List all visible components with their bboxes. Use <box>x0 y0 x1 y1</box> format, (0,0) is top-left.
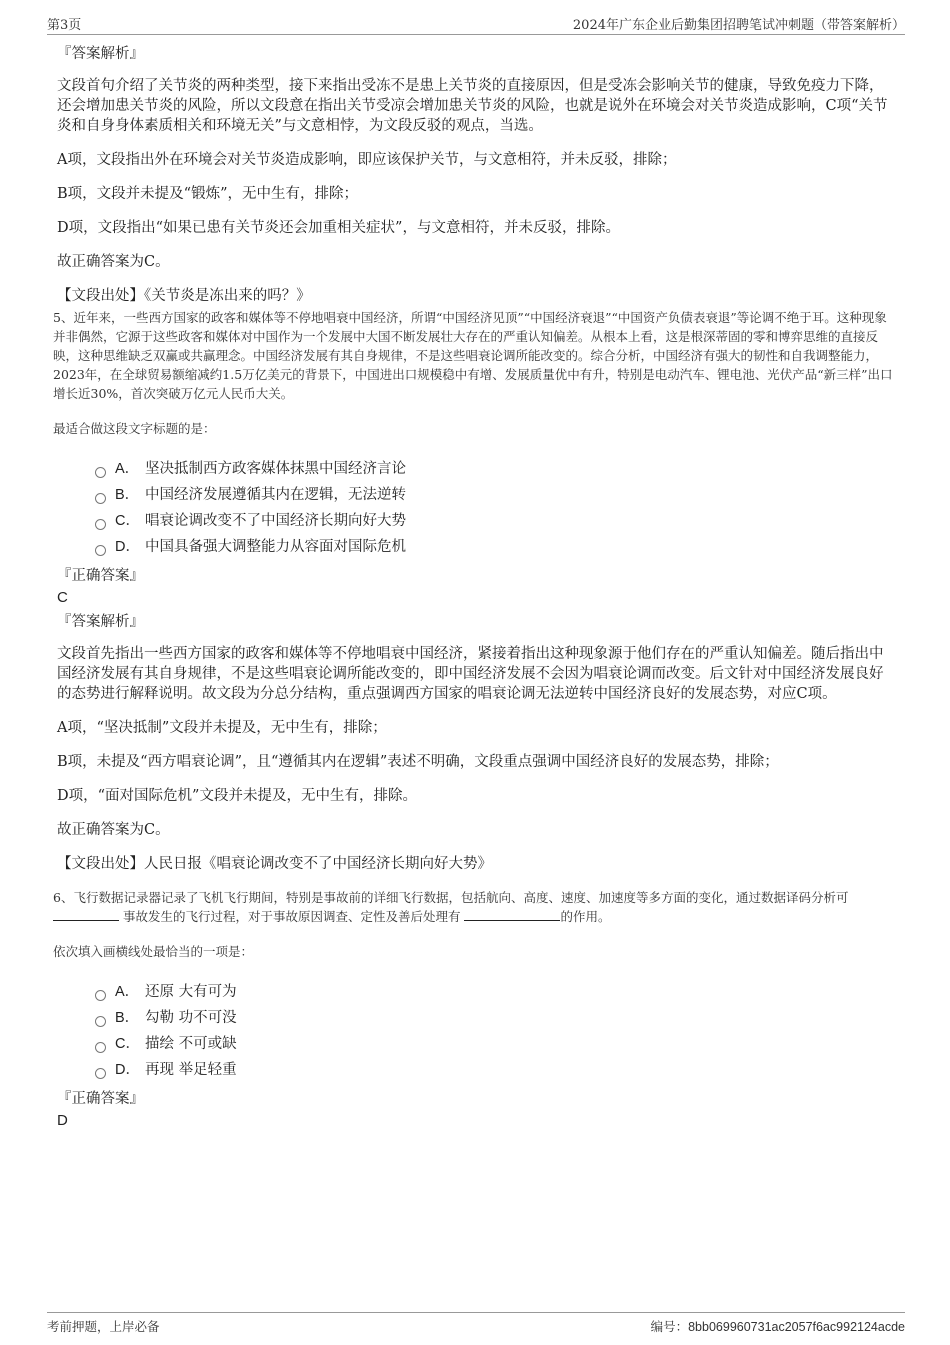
option-text: 中国经济发展遵循其内在逻辑，无法逆转 <box>145 487 406 503</box>
option-text: 再现 举足轻重 <box>145 1062 237 1078</box>
question-6-stem <box>53 888 897 926</box>
text-source: 【文段出处】人民日报《唱衰论调改变不了中国经济长期向好大势》 <box>57 856 492 872</box>
option-letter: D． <box>115 1062 140 1078</box>
correct-answer: C <box>57 589 68 606</box>
option-text: 中国具备强大调整能力从容面对国际危机 <box>145 539 406 555</box>
option-b[interactable] <box>95 482 897 508</box>
analysis-text: 文段首先指出一些西方国家的政客和媒体等不停地唱衰中国经济，紧接着指出这种现象源于他们存在的严重认知偏差。随后指出中国经济发展有其自身规律，不是这些唱衰论调所能改变的，即中国经济发展不会因为唱衰论调而改变。后文针对中国经济发展良好的态势进行解释说明。故文段为分总分结构，重点强调西方国家的唱衰论调无法逆转中国经济良好的发展态势，对应C项。 <box>57 646 884 702</box>
fill-blank-1 <box>53 908 119 921</box>
option-letter: B． <box>115 1010 140 1026</box>
radio-icon[interactable] <box>95 519 106 530</box>
analysis-conclusion: 故正确答案为C。 <box>57 254 170 270</box>
option-text: 还原 大有可为 <box>145 984 237 1000</box>
fill-blank-2 <box>464 908 560 921</box>
analysis-heading: 『答案解析』 <box>57 614 144 630</box>
stem-text: 的作用。 <box>560 909 611 924</box>
radio-icon[interactable] <box>95 493 106 504</box>
option-text: 坚决抵制西方政客媒体抹黑中国经济言论 <box>145 461 406 477</box>
analysis-option-d: D项，“面对国际危机”文段并未提及，无中生有，排除。 <box>57 788 417 804</box>
analysis-option-a: A项，“坚决抵制”文段并未提及，无中生有，排除； <box>57 720 387 736</box>
question-6-prompt: 依次填入画横线处最恰当的一项是： <box>53 944 254 959</box>
document-code: 编号：8bb069960731ac2057f6ac992124acde <box>650 1320 905 1334</box>
question-6-options <box>95 979 897 1083</box>
analysis-option-b: B项，未提及“西方唱衰论调”，且“遵循其内在逻辑”表述不明确，文段重点强调中国经济良好的发展态势，排除； <box>57 754 779 770</box>
option-letter: C． <box>115 1036 140 1052</box>
option-letter: C． <box>115 513 140 529</box>
radio-icon[interactable] <box>95 1016 106 1027</box>
question-5-stem: 5、近年来，一些西方国家的政客和媒体等不停地唱衰中国经济，所谓“中国经济见顶”“中国经济衰退”“中国资产负债表衰退”等论调不绝于耳。这种现象并非偶然，它源于这些政客和媒体对中国作为一个发展中大国不断发展壮大存在的严重认知偏差。从根本上看，这是根深蒂固的零和博弈思维的直接反映，这种思维缺乏双赢或共赢理念。中国经济发展有其自身规律，不是这些唱衰论调所能改变的。综合分析，中国经济有强大的韧性和自我调整能力，2023年，在全球贸易额缩减约1.5万亿美元的背景下，中国进出口规模稳中有增、发展质量优中有升，特别是电动汽车、锂电池、光伏产品“新三样”出口增长近30%，首次突破万亿元人民币大关。 <box>53 310 893 401</box>
page-footer <box>47 1312 905 1338</box>
document-title: 2024年广东企业后勤集团招聘笔试冲刺题（带答案解析） <box>572 18 905 33</box>
analysis-option-a: A项，文段指出外在环境会对关节炎造成影响，即应该保护关节，与文意相符，并未反驳，排除； <box>57 152 677 168</box>
stem-text: 事故发生的飞行过程，对于事故原因调查、定性及善后处理有 <box>122 909 461 924</box>
analysis-option-b: B项，文段并未提及“锻炼”，无中生有，排除； <box>57 186 358 202</box>
page-header <box>47 14 905 35</box>
option-a[interactable] <box>95 979 897 1005</box>
option-letter: A． <box>115 984 140 1000</box>
radio-icon[interactable] <box>95 1068 106 1079</box>
radio-icon[interactable] <box>95 545 106 556</box>
footer-slogan: 考前押题，上岸必备 <box>47 1319 160 1334</box>
question-5-prompt: 最适合做这段文字标题的是： <box>53 421 216 436</box>
question-5-options <box>95 456 897 560</box>
option-text: 描绘 不可或缺 <box>145 1036 237 1052</box>
option-letter: B． <box>115 487 140 503</box>
analysis-conclusion: 故正确答案为C。 <box>57 822 170 838</box>
answer-heading: 『正确答案』 <box>57 568 144 584</box>
text-source: 【文段出处】《关节炎是冻出来的吗？》 <box>57 288 311 304</box>
option-letter: A． <box>115 461 140 477</box>
radio-icon[interactable] <box>95 1042 106 1053</box>
option-text: 勾勒 功不可没 <box>145 1010 237 1026</box>
radio-icon[interactable] <box>95 467 106 478</box>
option-a[interactable] <box>95 456 897 482</box>
option-text: 唱衰论调改变不了中国经济长期向好大势 <box>145 513 406 529</box>
correct-answer: D <box>57 1112 68 1129</box>
analysis-option-d: D项，文段指出“如果已患有关节炎还会加重相关症状”，与文意相符，并未反驳，排除。 <box>57 220 620 236</box>
option-d[interactable] <box>95 1057 897 1083</box>
option-d[interactable] <box>95 534 897 560</box>
answer-heading: 『正确答案』 <box>57 1091 144 1107</box>
option-b[interactable] <box>95 1005 897 1031</box>
analysis-text: 文段首句介绍了关节炎的两种类型，接下来指出受冻不是患上关节炎的直接原因，但是受冻会影响关节的健康，导致免疫力下降，还会增加患关节炎的风险，所以文段意在指出关节受凉会增加患关节炎的风险，也就是说外在环境会对关节炎造成影响，C项“关节炎和自身身体素质相关和环境无关”与文意相悖，为文段反驳的观点，当选。 <box>57 78 888 134</box>
page-content <box>53 44 897 1135</box>
radio-icon[interactable] <box>95 990 106 1001</box>
option-c[interactable] <box>95 1031 897 1057</box>
option-c[interactable] <box>95 508 897 534</box>
page-number: 第3页 <box>47 18 82 33</box>
stem-text: 6、飞行数据记录器记录了飞机飞行期间，特别是事故前的详细飞行数据，包括航向、高度、速度、加速度等多方面的变化，通过数据译码分析可 <box>53 890 849 905</box>
analysis-heading: 『答案解析』 <box>57 46 144 62</box>
option-letter: D． <box>115 539 140 555</box>
